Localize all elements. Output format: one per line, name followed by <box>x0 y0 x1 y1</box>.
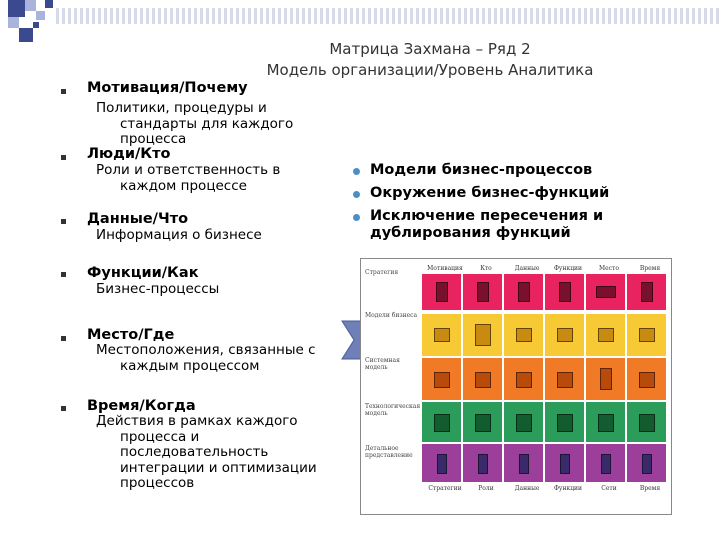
item-description: Информация о бизнесе <box>96 227 262 243</box>
bullet-square-icon <box>61 219 66 224</box>
bullet-square-icon <box>61 155 66 160</box>
matrix-bottom-label: Данные <box>514 485 540 492</box>
deco-square-5 <box>36 11 45 20</box>
item-heading: Люди/Кто <box>87 146 171 162</box>
bullet-square-icon <box>61 406 66 411</box>
right-bullet-1: Модели бизнес-процессов <box>370 162 670 179</box>
item-heading: Время/Когда <box>87 398 196 414</box>
matrix-bottom-label: Время <box>639 485 661 492</box>
item-description: Местоположения, связанные с каждым процессом <box>96 342 316 374</box>
deco-square-3 <box>8 17 19 28</box>
matrix-bottom-label: Сети <box>601 485 617 492</box>
matrix-row-detail <box>421 443 667 483</box>
matrix-row-label: Стратегия <box>365 269 399 276</box>
matrix-col-label: Данные <box>514 265 540 272</box>
matrix-bottom-label: Роли <box>478 485 494 492</box>
matrix-bottom-label: Стратегии <box>428 485 462 492</box>
item-description: Действия в рамках каждого процесса и последовательность интеграции и оптимизации процессов <box>96 413 317 491</box>
bullet-square-icon <box>61 272 66 277</box>
item-description: Бизнес-процессы <box>96 281 220 297</box>
matrix-row-label: Модели бизнеса <box>365 312 418 319</box>
item-description: Политики, процедуры и стандарты для каждого процесса <box>96 100 294 147</box>
matrix-row-label: Системная модель <box>365 357 400 371</box>
matrix-row-label: Детальное представление <box>365 445 413 459</box>
bullet-dot-icon <box>353 168 360 175</box>
item-heading: Данные/Что <box>87 211 189 227</box>
deco-square-1 <box>8 0 25 17</box>
bullet-dot-icon <box>353 191 360 198</box>
matrix-row-technology <box>421 401 667 443</box>
matrix-row-system <box>421 357 667 401</box>
deco-square-6 <box>45 0 53 8</box>
matrix-col-label: Кто <box>480 265 492 272</box>
slide-title-line1: Матрица Захмана – Ряд 2 <box>329 40 531 58</box>
right-bullet-3: Исключение пересечения и дублирования функций <box>370 208 670 242</box>
zachman-matrix-illustration <box>360 258 672 515</box>
matrix-row-business <box>421 313 667 357</box>
bullet-square-icon <box>61 336 66 341</box>
item-heading: Функции/Как <box>87 265 199 281</box>
bullet-dot-icon <box>353 214 360 221</box>
matrix-col-label: Функции <box>553 265 583 272</box>
matrix-row-label: Технологическая модель <box>365 403 421 417</box>
bullet-square-icon <box>61 89 66 94</box>
item-heading: Мотивация/Почему <box>87 80 248 96</box>
slide-title-line2: Модель организации/Уровень Аналитика <box>266 61 594 79</box>
deco-square-4 <box>19 28 33 42</box>
deco-square-2 <box>25 0 36 11</box>
matrix-col-label: Место <box>599 265 619 272</box>
matrix-row-strategy <box>421 273 667 311</box>
deco-top-bar <box>56 8 720 24</box>
matrix-bottom-label: Функции <box>553 485 583 492</box>
matrix-col-label: Мотивация <box>427 265 463 272</box>
item-description: Роли и ответственность в каждом процессе <box>96 162 281 194</box>
matrix-col-label: Время <box>639 265 661 272</box>
item-heading: Место/Где <box>87 327 175 343</box>
right-bullet-2: Окружение бизнес-функций <box>370 185 670 202</box>
deco-square-7 <box>33 22 39 28</box>
